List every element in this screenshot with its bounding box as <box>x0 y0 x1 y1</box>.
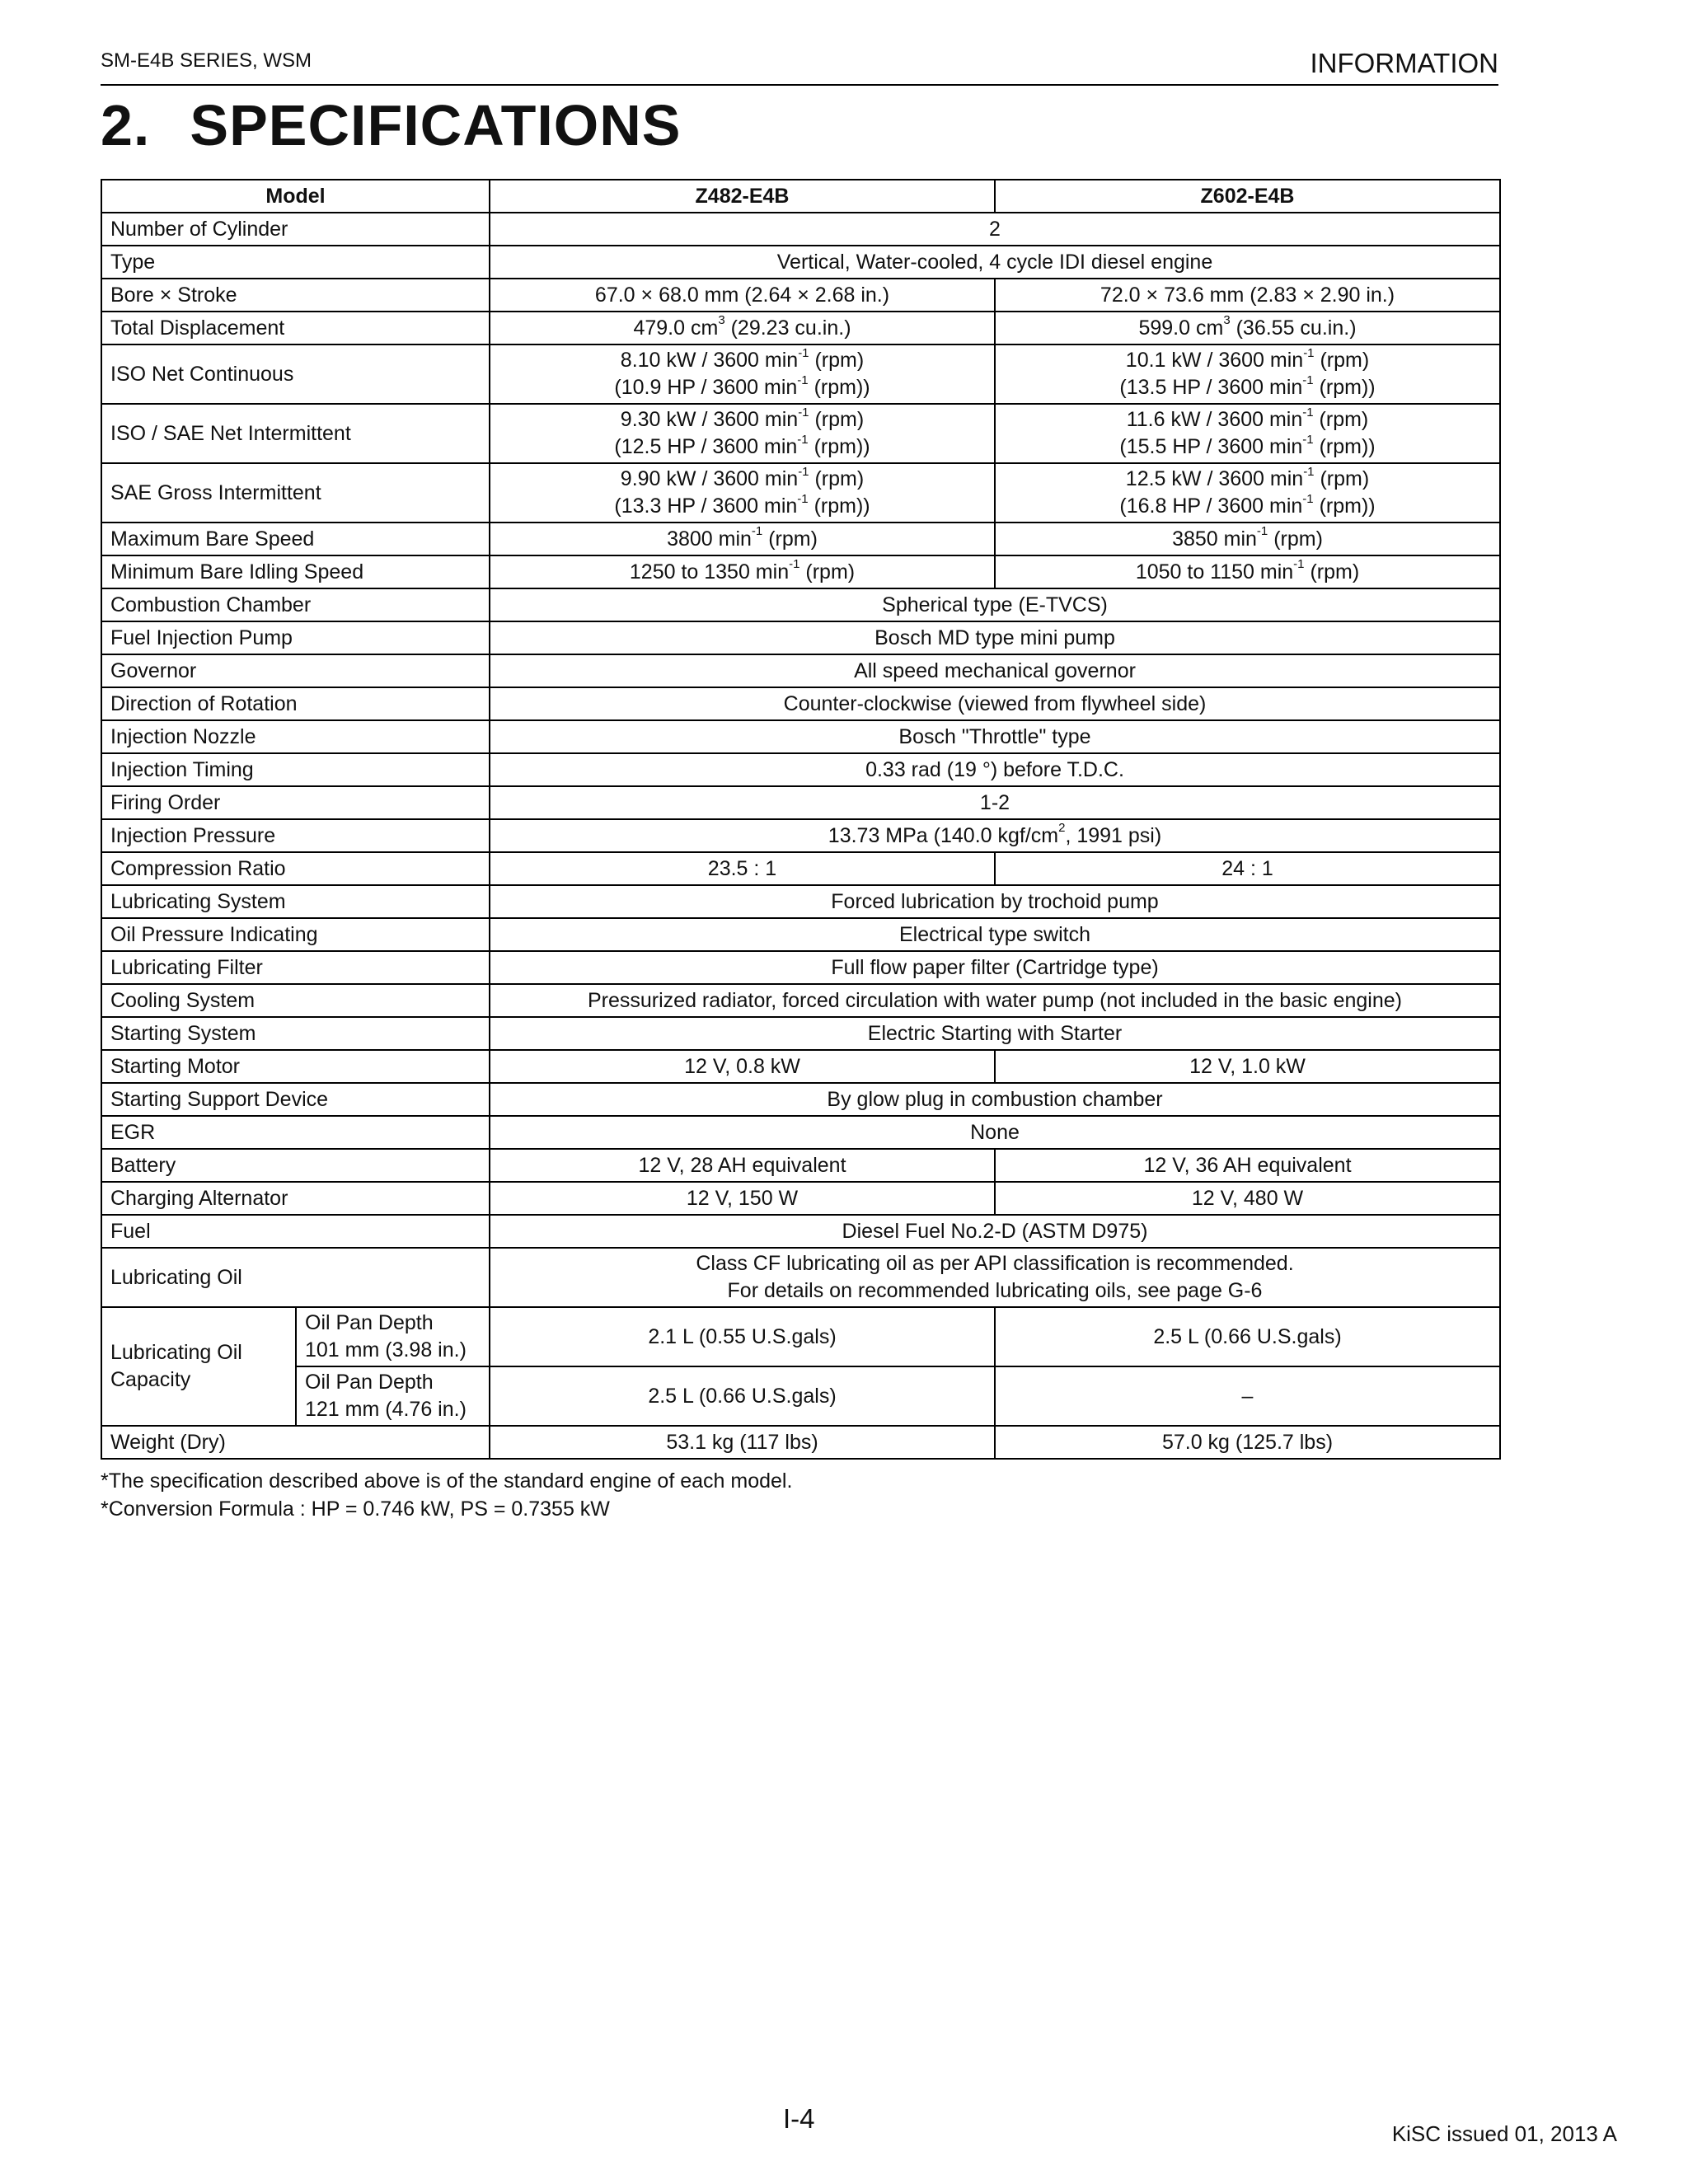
table-row <box>101 588 1500 621</box>
footnote: *The specification described above is of the standard engine of each model. <box>101 1469 793 1493</box>
model-a-value: 1250 to 1350 $\min^{-1} (rpm)$ <box>490 555 995 588</box>
row-value: Bosch MD type mini pump <box>490 621 1500 654</box>
row-label: ISO / SAE Net Intermittent <box>101 404 490 463</box>
table-row <box>101 951 1500 984</box>
row-label: Number of Cylinder <box>101 213 490 246</box>
table-row <box>101 463 1500 523</box>
table-row <box>101 918 1500 951</box>
page-title <box>101 92 681 158</box>
page-number: I-4 <box>783 2103 815 2134</box>
section-title: SPECIFICATIONS <box>190 93 682 157</box>
sub-row-label: Oil Pan Depth 121 mm (4.76 in.) <box>296 1366 490 1426</box>
table-row <box>101 654 1500 687</box>
row-value: 13.73 MPa (140.0 kgf/$cm^2$, 1991 psi) <box>490 819 1500 852</box>
row-label: ISO Net Continuous <box>101 344 490 404</box>
table-row <box>101 1116 1500 1149</box>
model-a-value: 2.5 L (0.66 U.S.gals) <box>490 1366 995 1426</box>
model-b-value: 599.0 $cm^3$ (36.55 cu.in.) <box>995 312 1500 344</box>
row-label: Firing Order <box>101 786 490 819</box>
table-row <box>101 1017 1500 1050</box>
table-row <box>101 1248 1500 1307</box>
table-row <box>101 1050 1500 1083</box>
model-b-value: 11.6 kW / 3600 $\min^{-1} (rpm)$ (15.5 HP / 3600 $\min^{-1} (rpm)$) <box>995 404 1500 463</box>
row-value: Vertical, Water-cooled, 4 cycle IDI diesel engine <box>490 246 1500 279</box>
section-header: INFORMATION <box>1310 48 1498 78</box>
row-label: Charging Alternator <box>101 1182 490 1215</box>
model-a-value: 67.0 × 68.0 mm (2.64 × 2.68 in.) <box>490 279 995 312</box>
row-label: Lubricating System <box>101 885 490 918</box>
model-a-value: 479.0 $cm^3$ (29.23 cu.in.) <box>490 312 995 344</box>
table-row <box>101 523 1500 555</box>
row-label: Starting Support Device <box>101 1083 490 1116</box>
model-a-value: 9.30 kW / 3600 $\min^{-1} (rpm)$ (12.5 HP / 3600 $\min^{-1} (rpm)$) <box>490 404 995 463</box>
document-series-header: SM-E4B SERIES, WSM <box>101 49 312 72</box>
table-row <box>101 279 1500 312</box>
row-label: Lubricating Oil Capacity <box>101 1307 296 1426</box>
row-value: Class CF lubricating oil as per API classification is recommended. For details on recommended lubricating oils, see page G-6 <box>490 1248 1500 1307</box>
issue-note: KiSC issued 01, 2013 A <box>1391 2121 1617 2146</box>
row-value: Diesel Fuel No.2-D (ASTM D975) <box>490 1215 1500 1248</box>
table-row <box>101 1307 1500 1366</box>
model-b-header: Z602-E4B <box>995 180 1500 213</box>
table-row <box>101 1149 1500 1182</box>
row-label: SAE Gross Intermittent <box>101 463 490 523</box>
model-b-value: 12 V, 36 AH equivalent <box>995 1149 1500 1182</box>
row-value: Full flow paper filter (Cartridge type) <box>490 951 1500 984</box>
table-row <box>101 246 1500 279</box>
row-label: Governor <box>101 654 490 687</box>
sub-row-label: Oil Pan Depth 101 mm (3.98 in.) <box>296 1307 490 1366</box>
row-value: By glow plug in combustion chamber <box>490 1083 1500 1116</box>
table-row <box>101 344 1500 404</box>
table-row <box>101 1182 1500 1215</box>
row-label: Lubricating Oil <box>101 1248 490 1307</box>
table-row <box>101 1366 1500 1426</box>
row-label: Starting System <box>101 1017 490 1050</box>
row-value: Electric Starting with Starter <box>490 1017 1500 1050</box>
row-value: Counter-clockwise (viewed from flywheel side) <box>490 687 1500 720</box>
row-value: Electrical type switch <box>490 918 1500 951</box>
row-value: All speed mechanical governor <box>490 654 1500 687</box>
table-row <box>101 753 1500 786</box>
model-a-value: 12 V, 150 W <box>490 1182 995 1215</box>
row-label: EGR <box>101 1116 490 1149</box>
model-b-value: 2.5 L (0.66 U.S.gals) <box>995 1307 1500 1366</box>
model-a-header: Z482-E4B <box>490 180 995 213</box>
model-b-value: 12.5 kW / 3600 $\min^{-1} (rpm)$ (16.8 HP / 3600 $\min^{-1} (rpm)$) <box>995 463 1500 523</box>
row-label: Oil Pressure Indicating <box>101 918 490 951</box>
table-row <box>101 621 1500 654</box>
table-row <box>101 819 1500 852</box>
row-label: Bore × Stroke <box>101 279 490 312</box>
row-label: Cooling System <box>101 984 490 1017</box>
row-label: Injection Pressure <box>101 819 490 852</box>
row-label: Maximum Bare Speed <box>101 523 490 555</box>
row-value: 2 <box>490 213 1500 246</box>
model-a-value: 9.90 kW / 3600 $\min^{-1} (rpm)$ (13.3 HP / 3600 $\min^{-1} (rpm)$) <box>490 463 995 523</box>
footnote: *Conversion Formula : HP = 0.746 kW, PS = 0.7355 kW <box>101 1497 610 1521</box>
table-row <box>101 720 1500 753</box>
model-a-value: 23.5 : 1 <box>490 852 995 885</box>
model-a-value: 2.1 L (0.55 U.S.gals) <box>490 1307 995 1366</box>
table-row <box>101 1083 1500 1116</box>
table-row <box>101 687 1500 720</box>
table-row <box>101 852 1500 885</box>
row-label: Total Displacement <box>101 312 490 344</box>
section-number: 2. <box>101 93 151 157</box>
header-divider <box>101 84 1498 86</box>
row-label: Battery <box>101 1149 490 1182</box>
model-header: Model <box>101 180 490 213</box>
row-label: Minimum Bare Idling Speed <box>101 555 490 588</box>
table-header-row <box>101 180 1500 213</box>
table-row <box>101 555 1500 588</box>
model-b-value: 72.0 × 73.6 mm (2.83 × 2.90 in.) <box>995 279 1500 312</box>
row-label: Injection Nozzle <box>101 720 490 753</box>
row-value: 0.33 rad (19 °) before T.D.C. <box>490 753 1500 786</box>
model-a-value: 12 V, 28 AH equivalent <box>490 1149 995 1182</box>
table-row <box>101 312 1500 344</box>
model-b-value: 12 V, 1.0 kW <box>995 1050 1500 1083</box>
table-row <box>101 885 1500 918</box>
table-row <box>101 213 1500 246</box>
table-row <box>101 984 1500 1017</box>
model-b-value: 24 : 1 <box>995 852 1500 885</box>
row-label: Direction of Rotation <box>101 687 490 720</box>
model-b-value: 12 V, 480 W <box>995 1182 1500 1215</box>
footnotes <box>101 1467 792 1523</box>
row-label: Injection Timing <box>101 753 490 786</box>
row-value: Bosch "Throttle" type <box>490 720 1500 753</box>
model-b-value: 10.1 kW / 3600 $\min^{-1} (rpm)$ (13.5 HP / 3600 $\min^{-1} (rpm)$) <box>995 344 1500 404</box>
table-row <box>101 786 1500 819</box>
row-label: Lubricating Filter <box>101 951 490 984</box>
specifications-table <box>101 179 1501 1460</box>
row-label: Combustion Chamber <box>101 588 490 621</box>
model-b-value: – <box>995 1366 1500 1426</box>
model-a-value: 3800 $\min^{-1} (rpm)$ <box>490 523 995 555</box>
model-a-value: 12 V, 0.8 kW <box>490 1050 995 1083</box>
row-label: Weight (Dry) <box>101 1426 490 1459</box>
model-a-value: 53.1 kg (117 lbs) <box>490 1426 995 1459</box>
row-label: Starting Motor <box>101 1050 490 1083</box>
row-value: Forced lubrication by trochoid pump <box>490 885 1500 918</box>
table-row <box>101 1426 1500 1459</box>
row-label: Fuel <box>101 1215 490 1248</box>
model-a-value: 8.10 kW / 3600 $\min^{-1} (rpm)$ (10.9 HP / 3600 $\min^{-1} (rpm)$) <box>490 344 995 404</box>
row-value: 1-2 <box>490 786 1500 819</box>
row-value: None <box>490 1116 1500 1149</box>
row-label: Compression Ratio <box>101 852 490 885</box>
row-label: Type <box>101 246 490 279</box>
table-row <box>101 1215 1500 1248</box>
row-label: Fuel Injection Pump <box>101 621 490 654</box>
row-value: Pressurized radiator, forced circulation with water pump (not included in the basic engine) <box>490 984 1500 1017</box>
model-b-value: 1050 to 1150 $\min^{-1} (rpm)$ <box>995 555 1500 588</box>
row-value: Spherical type (E-TVCS) <box>490 588 1500 621</box>
table-row <box>101 404 1500 463</box>
model-b-value: 57.0 kg (125.7 lbs) <box>995 1426 1500 1459</box>
model-b-value: 3850 $\min^{-1} (rpm)$ <box>995 523 1500 555</box>
